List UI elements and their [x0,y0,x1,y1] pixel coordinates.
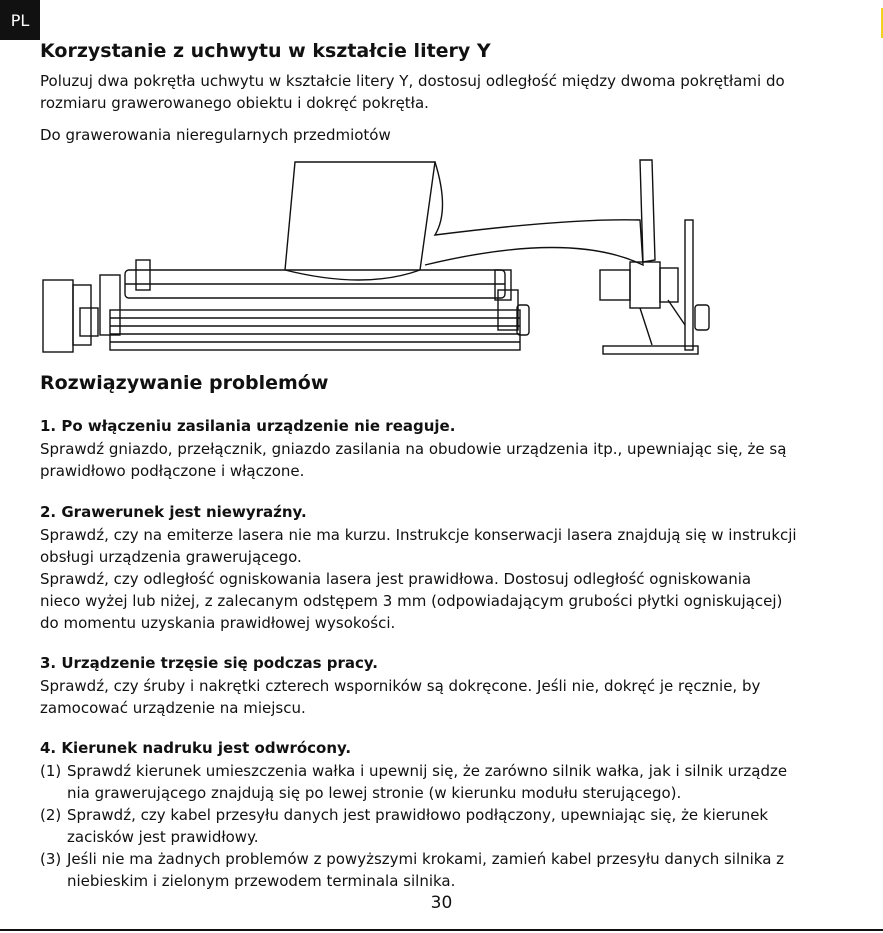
step-number: (1) [40,762,62,780]
roller-illustration [40,150,740,362]
step-number: (3) [40,850,62,868]
problem-3-line-2: zamocować urządzenie na miejscu. [40,699,306,717]
problem-2-line-3: Sprawdź, czy odległość ogniskowania lasera jest prawidłowa. Dostosuj odległość ogniskowania [40,570,752,588]
problem-1-line-1: Sprawdź gniazdo, przełącznik, gniazdo zasilania na obudowie urządzenia itp., upewniając się, że są [40,440,787,458]
step-number: (2) [40,806,62,824]
problem-4-step-3 [40,848,840,892]
page-number: 30 [430,893,453,913]
problem-2-line-2: obsługi urządzenia grawerującego. [40,548,302,566]
problem-2-line-4: nieco wyżej lub niżej, z zalecanym odstępem 3 mm (odpowiadającym grubości płytki ogniskującej) [40,592,783,610]
step-line: Jeśli nie ma żadnych problemów z powyższymi krokami, zamień kabel przesyłu danych silnika z [67,850,785,868]
problem-4-step-2 [40,804,840,848]
step-line: Sprawdź kierunek umieszczenia wałka i upewnij się, że zarówno silnik wałka, jak i silnik urządze [67,762,788,780]
problem-heading-4: 4. Kierunek nadruku jest odwrócony. [40,739,352,757]
problem-4-step-1 [40,760,840,804]
roller-base-drawing [43,260,529,352]
step-text [67,848,784,892]
bottom-rule [0,929,883,931]
problem-heading-3: 3. Urządzenie trzęsie się podczas pracy. [40,654,378,672]
step-line: Sprawdź, czy kabel przesyłu danych jest prawidłowo podłączony, upewniając się, że kierunek [67,806,769,824]
step-line: niebieskim i zielonym przewodem terminala silnika. [67,872,456,890]
step-line: nia grawerującego znajdują się po lewej stronie (w kierunku modułu sterującego). [67,784,682,802]
problem-heading-2: 2. Grawerunek jest niewyraźny. [40,503,307,521]
step-text [67,760,787,804]
problem-1-line-2: prawidłowo podłączone i włączone. [40,462,305,480]
section-title-y-holder: Korzystanie z uchwytu w kształcie litery Y [40,40,491,62]
problem-2-line-1: Sprawdź, czy na emiterze lasera nie ma kurzu. Instrukcje konserwacji lasera znajdują się w instrukcji [40,526,797,544]
instruction-line-1: Poluzuj dwa pokrętła uchwytu w kształcie litery Y, dostosuj odległość między dwoma pokrętłami do [40,72,785,90]
problem-2-line-5: do momentu uzyskania prawidłowej wysokości. [40,614,396,632]
step-text [67,804,768,848]
problem-3-line-1: Sprawdź, czy śruby i nakrętki czterech wsporników są dokręcone. Jeśli nie, dokręć je ręcznie, by [40,677,761,695]
step-line: zacisków jest prawidłowy. [67,828,259,846]
section-title-troubleshooting: Rozwiązywanie problemów [40,372,329,394]
problem-heading-1: 1. Po włączeniu zasilania urządzenie nie reaguje. [40,417,456,435]
wine-glass-drawing [285,160,655,280]
language-tab: PL [0,0,40,40]
instruction-line-2: rozmiaru grawerowanego obiektu i dokręć pokrętła. [40,94,429,112]
instruction-note: Do grawerowania nieregularnych przedmiotów [40,126,391,144]
